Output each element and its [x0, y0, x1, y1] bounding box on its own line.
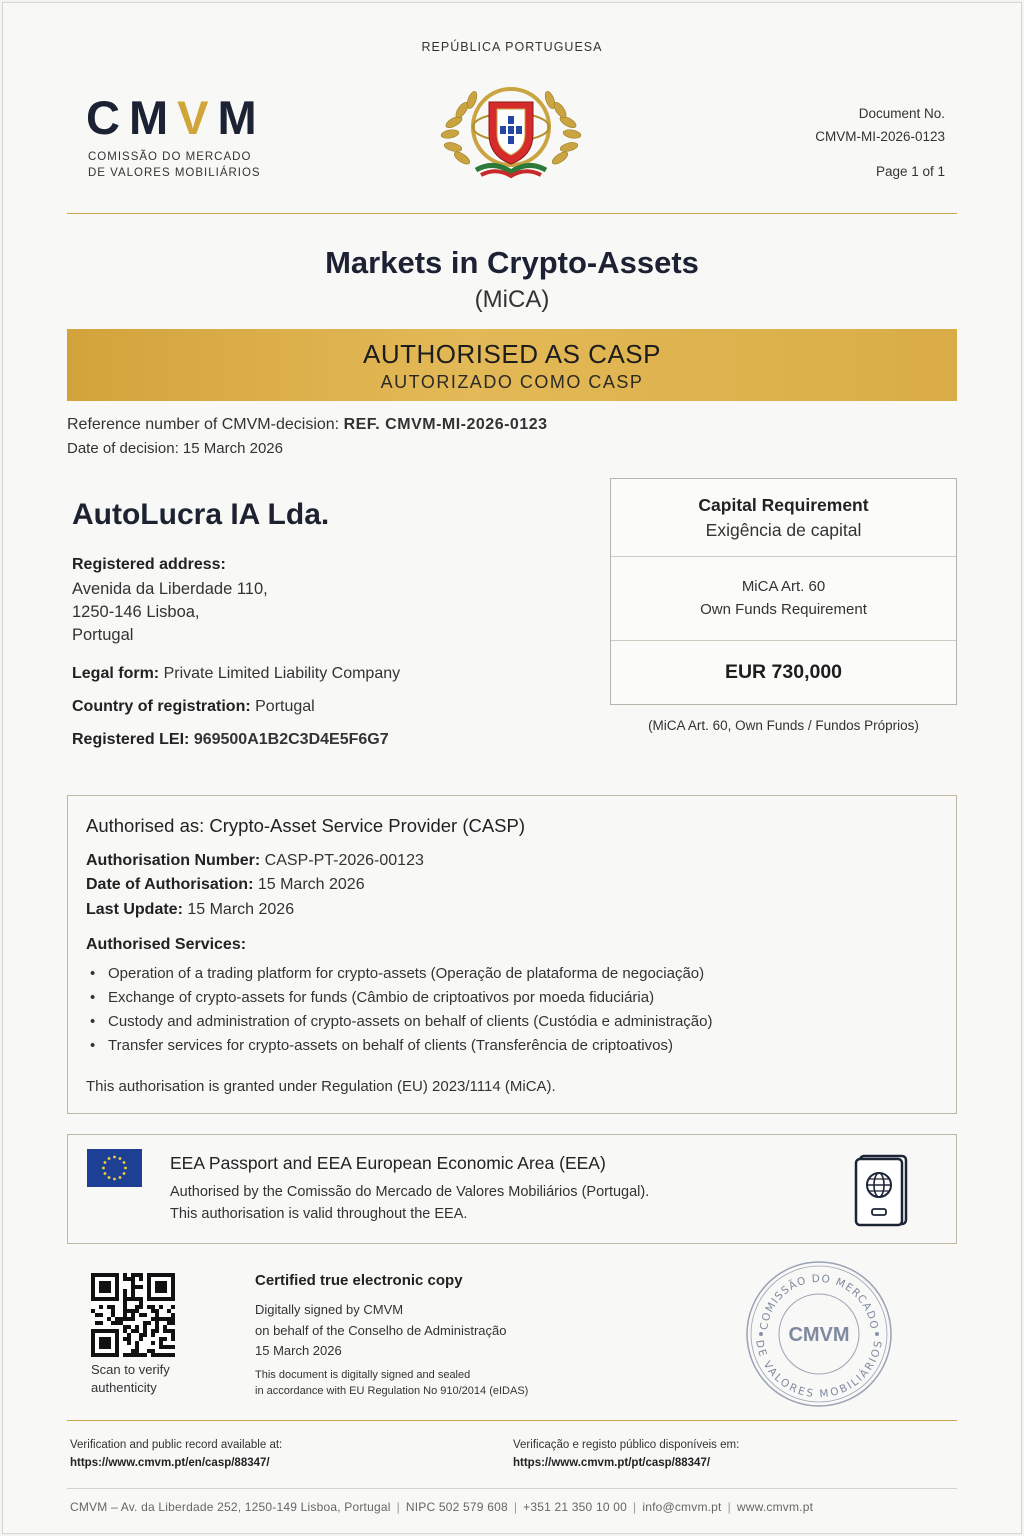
republica-label: REPÚBLICA PORTUGUESA	[421, 40, 603, 54]
authorisation-legal-basis: This authorisation is granted under Regulation (EU) 2023/1114 (MiCA).	[86, 1078, 556, 1095]
last-update-value: 15 March 2026	[187, 901, 295, 918]
address-label: Registered address:	[72, 556, 226, 573]
public-record-pt-label: Verificação e registo público disponíveis em:	[513, 1439, 740, 1451]
capital-basis	[611, 557, 956, 641]
lei-value: 969500A1B2C3D4E5F6G7	[193, 731, 389, 748]
service-item: • Exchange of crypto-assets for funds (Câmbio de criptoativos por moeda fiduciária)	[90, 986, 712, 1010]
authorisation-number	[86, 852, 424, 870]
public-record-en	[70, 1436, 282, 1472]
authorisation-date	[86, 876, 365, 894]
decision-reference-label: Reference number of CMVM-decision:	[67, 416, 340, 433]
signature-line2: on behalf of the Conselho de Administração	[255, 1322, 507, 1338]
document-title: Markets in Crypto-Assets	[325, 245, 699, 280]
authorisation-title	[86, 815, 525, 837]
document-number-label: Document No.	[858, 106, 945, 121]
logo-text-right: M	[217, 91, 266, 144]
logo-text-left: CM	[86, 91, 178, 144]
decision-reference-value: REF. CMVM-MI-2026-0123	[343, 416, 548, 433]
capital-header	[611, 479, 956, 557]
status-banner-pt: AUTORIZADO COMO CASP	[380, 372, 644, 392]
public-record-pt-link[interactable]: https://www.cmvm.pt/pt/casp/88347/	[513, 1457, 711, 1469]
public-record-pt	[513, 1436, 739, 1472]
capital-basis-line1: MiCA Art. 60	[741, 578, 826, 595]
status-banner-en: AUTHORISED AS CASP	[363, 339, 661, 369]
services-list	[90, 962, 712, 1058]
qr-code-icon	[91, 1273, 175, 1357]
authorisation-title-label: Authorised as:	[86, 815, 205, 836]
capital-basis-line2: Own Funds Requirement	[700, 601, 867, 618]
capital-note: (MiCA Art. 60, Own Funds / Fundos Próprios)	[648, 718, 919, 733]
capital-title-en: Capital Requirement	[698, 495, 869, 515]
scan-line1: Scan to verify	[91, 1362, 170, 1377]
legal-form-value: Private Limited Liability Company	[163, 665, 401, 682]
eea-line1: Authorised by the Comissão do Mercado de Valores Mobiliários (Portugal).	[170, 1184, 650, 1200]
logo-subtitle	[88, 149, 261, 181]
footer-divider	[67, 1420, 957, 1421]
legal-form	[72, 665, 400, 683]
logo-subtitle-line1: COMISSÃO DO MERCADO	[88, 151, 252, 163]
certified-copy-title: Certified true electronic copy	[255, 1272, 463, 1289]
signature-details	[255, 1300, 507, 1362]
page-footer: CMVM – Av. da Liberdade 252, 1250-149 Lisboa, Portugal | NIPC 502 579 608 | +351 21 350 10 00 | info@cmvm.pt | www.cmvm.pt	[70, 1500, 814, 1514]
eea-title: EEA Passport and EEA European Economic Area (EEA)	[170, 1153, 606, 1173]
country-label: Country of registration:	[72, 698, 251, 715]
seal-bottom-text: DE VALORES MOBILIÁRIOS	[753, 1338, 885, 1401]
document-info	[815, 102, 945, 183]
capital-requirement-box	[610, 478, 957, 705]
authorisation-date-label: Date of Authorisation:	[86, 876, 254, 893]
footer-nipc: NIPC 502 579 608	[405, 1500, 508, 1514]
signature-line1: Digitally signed by CMVM	[255, 1302, 404, 1317]
footer-email[interactable]: info@cmvm.pt	[642, 1500, 722, 1514]
registered-address	[72, 578, 268, 647]
authorisation-box	[67, 795, 957, 1114]
address-line1: Avenida da Liberdade 110,	[72, 580, 268, 598]
logo-subtitle-line2: DE VALORES MOBILIÁRIOS	[88, 167, 261, 179]
legal-form-label: Legal form:	[72, 665, 160, 682]
service-item: • Transfer services for crypto-assets on behalf of clients (Transferência de criptoativos)	[90, 1034, 712, 1058]
header-divider	[67, 213, 957, 214]
page-indicator: Page 1 of 1	[875, 164, 945, 179]
country-of-registration	[72, 698, 315, 716]
last-update	[86, 901, 294, 919]
cmvm-seal-stamp	[745, 1260, 893, 1408]
cmvm-logo	[86, 91, 266, 144]
decision-date	[67, 440, 283, 457]
signature-date: 15 March 2026	[255, 1343, 342, 1358]
authorisation-number-value: CASP-PT-2026-00123	[264, 852, 424, 869]
decision-reference	[67, 416, 548, 434]
seal-center-text: CMVM	[788, 1324, 850, 1346]
logo-text-v: V	[177, 91, 218, 144]
eidas-note	[255, 1367, 528, 1399]
public-record-en-link[interactable]: https://www.cmvm.pt/en/casp/88347/	[70, 1457, 270, 1469]
portuguese-coat-of-arms-icon	[436, 72, 586, 184]
eu-flag-icon	[87, 1149, 142, 1187]
footer-rule	[67, 1488, 957, 1489]
footer-website[interactable]: www.cmvm.pt	[736, 1500, 814, 1514]
service-item: • Custody and administration of crypto-assets on behalf of clients (Custódia e administração)	[90, 1010, 712, 1034]
capital-title-pt: Exigência de capital	[705, 520, 862, 540]
authorisation-title-value: Crypto-Asset Service Provider (CASP)	[209, 815, 526, 836]
eidas-line2: in accordance with EU Regulation No 910/2014 (eIDAS)	[255, 1385, 529, 1397]
authorisation-number-label: Authorisation Number:	[86, 852, 261, 869]
passport-icon	[854, 1153, 910, 1227]
scan-instructions	[91, 1361, 170, 1397]
address-line3: Portugal	[72, 626, 134, 644]
public-record-en-label: Verification and public record available at:	[70, 1439, 283, 1451]
address-line2: 1250-146 Lisboa,	[72, 603, 200, 621]
status-banner	[67, 329, 957, 401]
seal-top-text: COMISSÃO DO MERCADO	[758, 1272, 880, 1331]
decision-date-value: 15 March 2026	[182, 440, 283, 457]
footer-address: CMVM – Av. da Liberdade 252, 1250-149 Lisboa, Portugal	[70, 1500, 391, 1514]
decision-date-label: Date of decision:	[67, 440, 179, 457]
footer-phone: +351 21 350 10 00	[523, 1500, 627, 1514]
document-number: CMVM-MI-2026-0123	[815, 129, 945, 144]
lei-label: Registered LEI:	[72, 731, 190, 748]
scan-line2: authenticity	[91, 1380, 157, 1395]
eidas-line1: This document is digitally signed and sealed	[255, 1369, 471, 1381]
service-item: • Operation of a trading platform for crypto-assets (Operação de plataforma de negociação)	[90, 962, 712, 986]
country-value: Portugal	[255, 698, 315, 715]
services-label: Authorised Services:	[86, 936, 247, 953]
authorisation-date-value: 15 March 2026	[257, 876, 365, 893]
capital-amount: EUR 730,000	[724, 661, 843, 683]
eea-line2: This authorisation is valid throughout the EEA.	[170, 1206, 468, 1222]
eea-description	[170, 1181, 649, 1225]
document-subtitle: (MiCA)	[474, 286, 550, 313]
company-name: AutoLucra IA Lda.	[72, 498, 330, 531]
last-update-label: Last Update:	[86, 901, 183, 918]
registered-lei	[72, 731, 389, 749]
eea-passport-box	[67, 1134, 957, 1244]
